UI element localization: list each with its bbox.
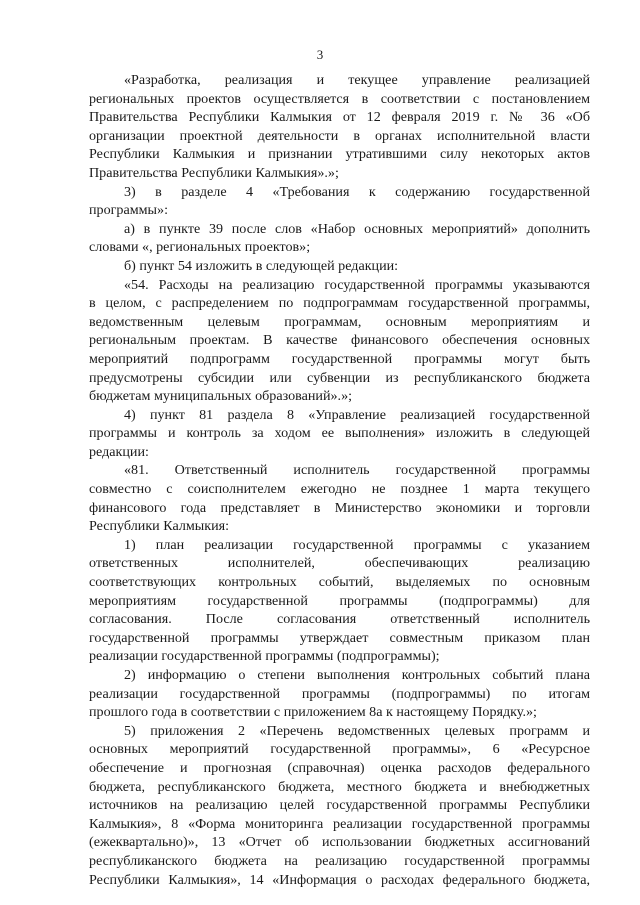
document-text-body: [89, 71, 590, 889]
text-line: согласования. После согласования ответственный исполнитель: [89, 611, 590, 628]
text-line: 1) план реализации государственной программы с указанием: [124, 536, 590, 553]
text-line: источников на реализацию целей государственной программы Республики: [89, 797, 590, 814]
text-line: Калмыкия», 8 «Форма мониторинга реализации государственной программы: [89, 815, 590, 832]
text-line: Республики Калмыкия:: [89, 518, 230, 535]
text-line: 4) пункт 81 раздела 8 «Управление реализацией государственной: [124, 406, 590, 423]
text-line: редакции:: [89, 443, 149, 460]
text-line: 3) в разделе 4 «Требования к содержанию государственной: [124, 183, 590, 200]
text-line: обеспечение и прогнозная (справочная) оценка расходов федерального: [89, 759, 590, 776]
text-line: программы и контроль за ходом ее выполнения» изложить в следующей: [89, 425, 590, 442]
text-line: ведомственным целевым программам, основным мероприятиям и: [89, 313, 590, 330]
text-line: предусмотрены субсидии или субвенции из республиканского бюджета: [89, 369, 590, 386]
text-line: региональных проектов осуществляется в соответствии с постановлением: [89, 90, 590, 107]
text-line: б) пункт 54 изложить в следующей редакции:: [124, 257, 399, 274]
text-line: основных мероприятий государственной программы», 6 «Ресурсное: [89, 741, 590, 758]
text-line: республиканского бюджета на реализацию государственной программы: [89, 852, 590, 869]
text-line: «Разработка, реализация и текущее управление реализацией: [124, 72, 590, 88]
text-line: прошлого года в соответствии с приложением 8а к настоящему Порядку.»;: [89, 704, 537, 721]
text-line: бюджетам муниципальных образований».»;: [89, 388, 353, 405]
text-line: а) в пункте 39 после слов «Набор основных мероприятий» дополнить: [124, 220, 590, 237]
text-line: бюджета, республиканского бюджета, местного бюджета и внебюджетных: [89, 778, 590, 795]
text-line: региональным проектам. В качестве финансового обеспечения основных: [89, 332, 590, 349]
text-line: Правительства Республики Калмыкия от 12 февраля 2019 г. № 36 «Об: [89, 109, 590, 126]
text-line: «54. Расходы на реализацию государственной программы указываются: [124, 276, 590, 293]
text-line: совместно с соисполнителем ежегодно не позднее 1 марта текущего: [89, 481, 590, 498]
text-line: мероприятий подпрограмм государственной программы могут быть: [89, 350, 590, 367]
text-line: Республики Калмыкия», 14 «Информация о расходах федерального бюджета,: [89, 871, 590, 888]
text-line: (ежеквартально)», 13 «Отчет об использовании бюджетных ассигнований: [89, 834, 590, 851]
text-line: организации проектной деятельности в органах исполнительной власти: [89, 127, 590, 144]
text-line: 2) информацию о степени выполнения контрольных событий плана: [124, 667, 590, 683]
text-line: 5) приложения 2 «Перечень ведомственных целевых программ и: [124, 722, 590, 739]
text-line: государственной программы утверждает совместным приказом план: [89, 629, 590, 646]
text-line: финансового года представляет в Министерство экономики и торговли: [89, 499, 590, 516]
text-line: реализации государственной программы (подпрограммы) по итогам: [89, 685, 590, 702]
text-line: Республики Калмыкия и признании утратившими силу некоторых актов: [89, 146, 590, 163]
text-line: реализации государственной программы (подпрограммы);: [89, 648, 440, 665]
text-line: словами «, региональных проектов»;: [89, 239, 311, 256]
text-line: программы»:: [89, 202, 168, 219]
text-line: в целом, с распределением по подпрограммам государственной программы,: [89, 295, 590, 312]
text-line: мероприятиям государственной программы (подпрограммы) для: [89, 592, 590, 609]
text-line: Правительства Республики Калмыкия».»;: [89, 164, 339, 181]
page-number: 3: [316, 47, 324, 62]
text-line: «81. Ответственный исполнитель государственной программы: [124, 462, 590, 479]
text-line: ответственных исполнителей, обеспечивающих реализацию: [89, 555, 590, 572]
text-line: соответствующих контрольных событий, выделяемых по основным: [89, 574, 590, 591]
